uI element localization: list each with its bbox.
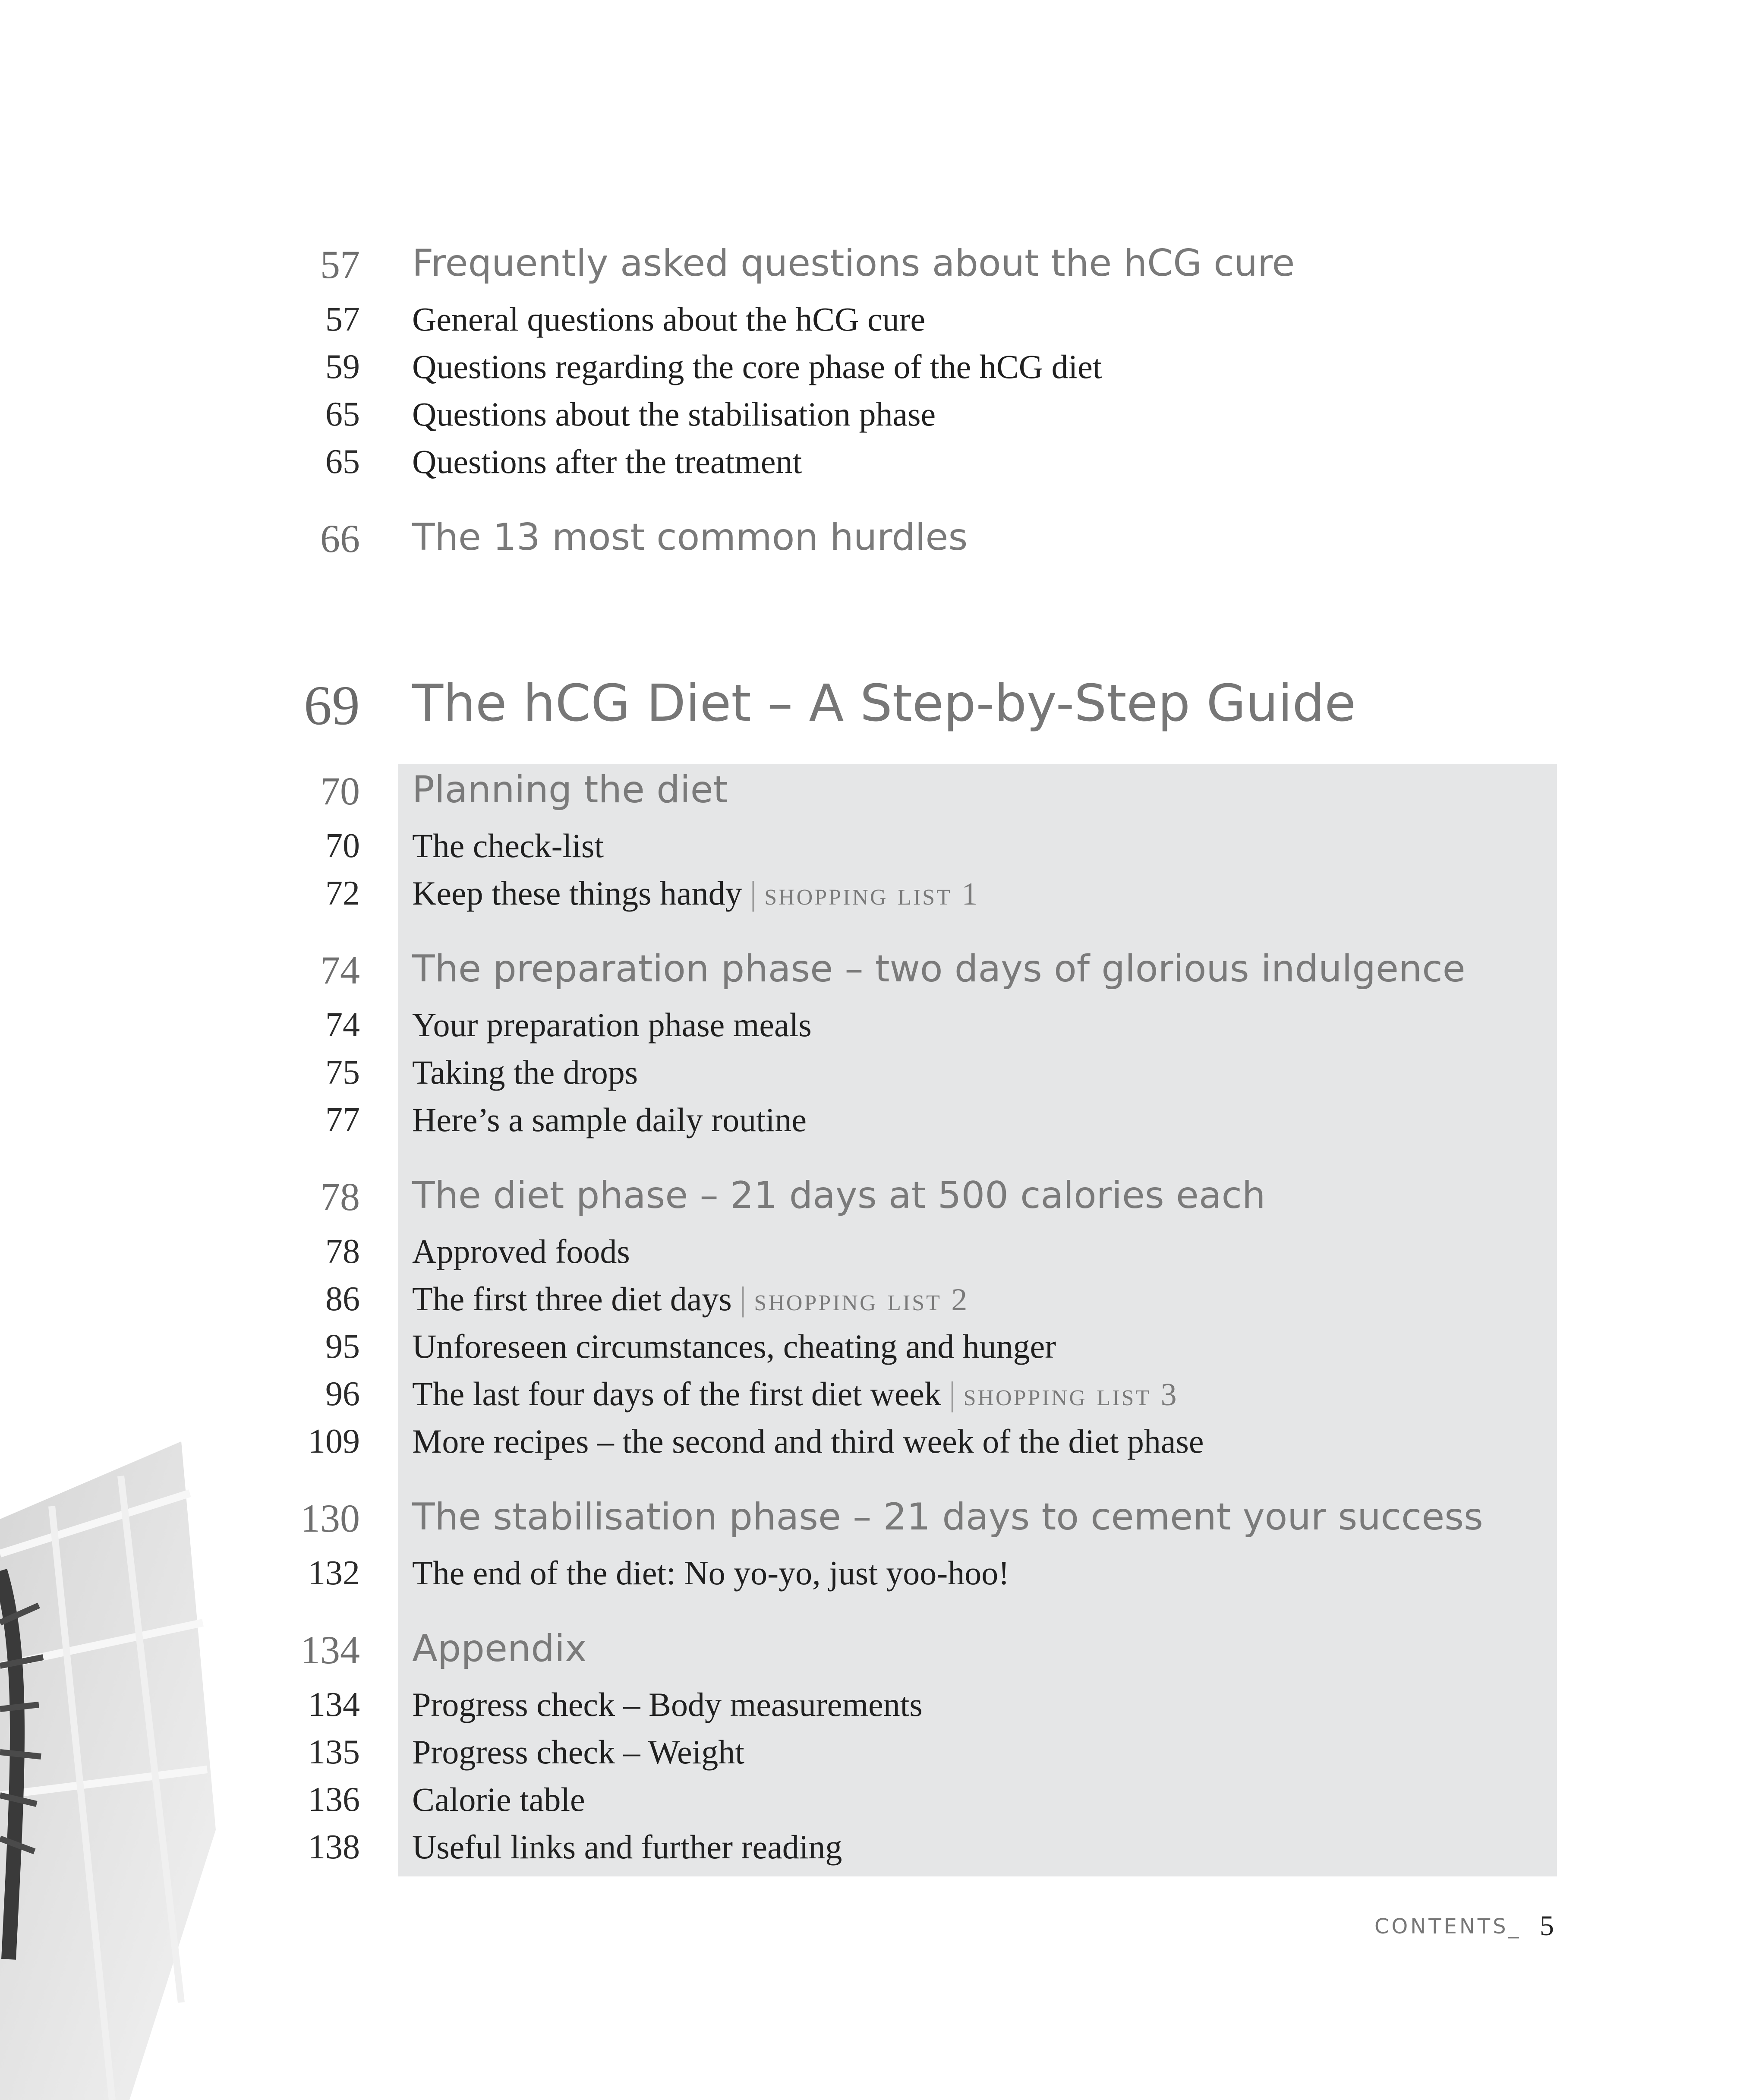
toc-entry-title: Progress check – Body measurements xyxy=(412,1686,923,1723)
toc-page-number: 65 xyxy=(325,395,360,433)
toc-page-number: 96 xyxy=(325,1375,360,1413)
toc-page-number: 109 xyxy=(308,1422,360,1460)
toc-page-number: 74 xyxy=(320,948,360,992)
toc-page-number: 59 xyxy=(325,348,360,386)
toc-page-number: 66 xyxy=(320,517,360,561)
toc-page-number: 70 xyxy=(325,827,360,865)
toc-page-number: 65 xyxy=(325,443,360,481)
toc-entry-title: Keep these things handy xyxy=(412,874,742,912)
toc-entry-title: Appendix xyxy=(412,1627,587,1670)
toc-entry-title: Questions after the treatment xyxy=(412,443,802,480)
toc-entry-title-with-tag xyxy=(412,1280,969,1318)
toc-entry-title: The end of the diet: No yo-yo, just yoo-hoo! xyxy=(412,1554,1010,1592)
toc-entry-title: Taking the drops xyxy=(412,1053,638,1091)
toc-page-number: 78 xyxy=(320,1175,360,1219)
toc-page-number: 136 xyxy=(308,1781,360,1819)
toc-page-number: 134 xyxy=(308,1686,360,1724)
toc-page-number: 95 xyxy=(325,1327,360,1365)
toc-page-number: 78 xyxy=(325,1233,360,1271)
shopping-list-tag: shopping list 3 xyxy=(963,1377,1179,1413)
toc-page-number: 69 xyxy=(304,675,360,737)
toc-entry-title: Approved foods xyxy=(412,1233,630,1270)
toc-entry-title: The stabilisation phase – 21 days to cement your success xyxy=(412,1495,1483,1539)
toc-entry-title-with-tag xyxy=(412,1375,1179,1413)
toc-entry-title-with-tag xyxy=(412,874,979,913)
toc-page-number: 72 xyxy=(325,874,360,912)
separator: | xyxy=(949,1375,956,1413)
page-number: 5 xyxy=(1540,1910,1554,1942)
rosemary-photo-decoration xyxy=(0,1441,224,2100)
separator: | xyxy=(739,1280,747,1318)
toc-page-number: 134 xyxy=(300,1628,360,1672)
toc-entry-title: Calorie table xyxy=(412,1781,585,1818)
toc-entry-title: Questions regarding the core phase of the hCG diet xyxy=(412,348,1102,385)
toc-entry-title: The 13 most common hurdles xyxy=(412,516,968,559)
toc-page-number: 132 xyxy=(308,1554,360,1592)
separator: | xyxy=(750,874,757,912)
toc-page-number: 57 xyxy=(320,243,360,287)
shopping-list-tag: shopping list 2 xyxy=(754,1282,969,1318)
toc-page-number: 75 xyxy=(325,1053,360,1091)
toc-entry-title: The first three diet days xyxy=(412,1280,732,1318)
toc-entry-title: More recipes – the second and third week of the diet phase xyxy=(412,1422,1204,1460)
toc-page-number: 77 xyxy=(325,1101,360,1139)
toc-page-number: 70 xyxy=(320,769,360,813)
toc-page-number: 74 xyxy=(325,1006,360,1044)
toc-page-number: 135 xyxy=(308,1733,360,1771)
toc-chapter-title: The hCG Diet – A Step-by-Step Guide xyxy=(412,673,1356,733)
toc-entry-title: The check-list xyxy=(412,827,604,864)
toc-page-number: 57 xyxy=(325,300,360,338)
toc-entry-title: Useful links and further reading xyxy=(412,1828,842,1866)
toc-page-number: 138 xyxy=(308,1828,360,1866)
toc-entry-title: Your preparation phase meals xyxy=(412,1006,812,1044)
toc-entry-title: The preparation phase – two days of glorious indulgence xyxy=(412,947,1466,990)
toc-entry-title: Here’s a sample daily routine xyxy=(412,1101,807,1138)
running-footer-label: CONTENTS_ xyxy=(1374,1914,1522,1939)
toc-entry-title: Frequently asked questions about the hCG cure xyxy=(412,242,1295,285)
toc-entry-title: The diet phase – 21 days at 500 calories each xyxy=(412,1174,1266,1217)
toc-entry-title: The last four days of the first diet week xyxy=(412,1375,941,1413)
toc-entry-title: Progress check – Weight xyxy=(412,1733,744,1771)
toc-entry-title: Unforeseen circumstances, cheating and hunger xyxy=(412,1327,1056,1365)
toc-page-number: 130 xyxy=(300,1496,360,1540)
shopping-list-tag: shopping list 1 xyxy=(764,877,980,912)
toc-entry-title: General questions about the hCG cure xyxy=(412,300,926,338)
toc-page-number: 86 xyxy=(325,1280,360,1318)
toc-entry-title: Questions about the stabilisation phase xyxy=(412,395,936,433)
toc-entry-title: Planning the diet xyxy=(412,768,728,811)
